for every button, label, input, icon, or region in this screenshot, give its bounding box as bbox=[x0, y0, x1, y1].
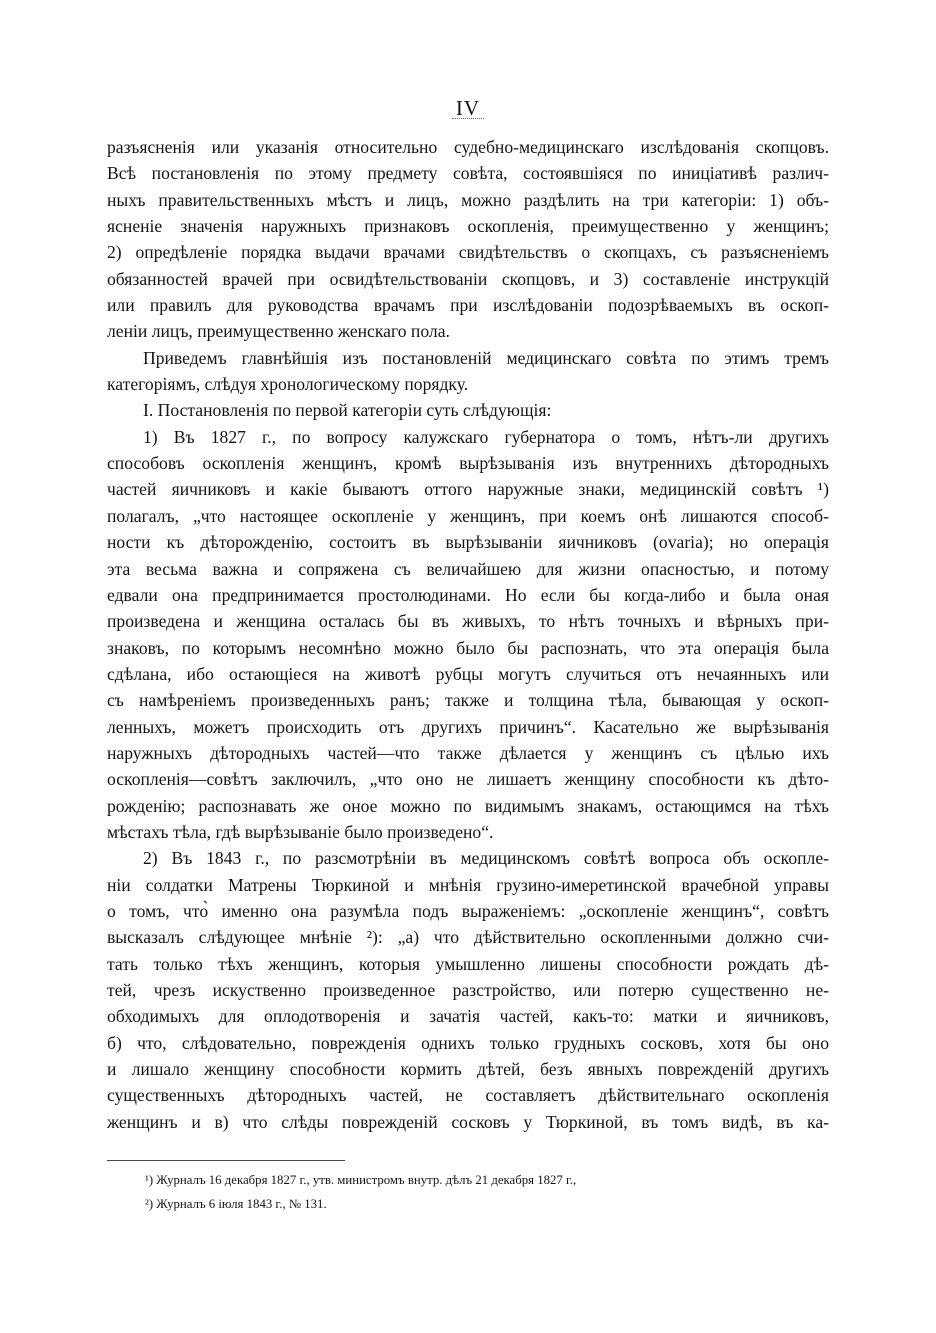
text-line: и лишало женщину способности кормить дѣтей, безъ явныхъ поврежденій другихъ bbox=[107, 1059, 829, 1080]
text-line: разъясненія или указанія относительно судебно-медицинскаго изслѣдованія скопцовъ. bbox=[107, 137, 829, 157]
page-number: IV bbox=[455, 96, 481, 120]
text-line: Всѣ постановленія по этому предмету совѣта, состоявшіяся по иниціативѣ различ- bbox=[107, 163, 829, 184]
text-line: или правилъ для руководства врачамъ при изслѣдованіи подозрѣваемыхъ въ оскоп- bbox=[107, 295, 829, 316]
text-line: наружныхъ дѣтородныхъ частей—что также дѣлается у женщинъ съ цѣлью ихъ bbox=[107, 742, 829, 763]
footnote-separator bbox=[107, 1160, 345, 1161]
text-line: Приведемъ главнѣйшія изъ постановленій медицинскаго совѣта по этимъ тремъ bbox=[143, 347, 829, 368]
text-line: полагалъ, „что настоящее оскопленіе у женщинъ, при коемъ онѣ лишаются способ- bbox=[107, 505, 829, 526]
text-line: сдѣлана, ибо остающіеся на животѣ рубцы могутъ случиться отъ нечаянныхъ или bbox=[107, 663, 829, 684]
footnote-2: ²) Журналъ 6 іюля 1843 г., № 131. bbox=[145, 1197, 327, 1211]
text-line: леніи лицъ, преимущественно женскаго пола. bbox=[107, 321, 450, 342]
text-line: рожденію; распознавать же оное можно по видимымъ знакамъ, остающимся на тѣхъ bbox=[107, 795, 829, 816]
text-line: едвали она предпринимается простолюдинами. Но если бы когда-либо и была оная bbox=[107, 584, 829, 605]
text-line: обходимыхъ для оплодотворенія и зачатія частей, какъ-то: матки и яичниковъ, bbox=[107, 1006, 829, 1027]
text-line: тать только тѣхъ женщинъ, которыя умышленно лишены способности рождать дѣ- bbox=[107, 953, 829, 974]
text-line: произведена и женщина осталась бы въ живыхъ, то нѣтъ точныхъ и вѣрныхъ при- bbox=[107, 611, 829, 632]
text-line: ности къ дѣторожденію, состоитъ въ вырѣзываніи яичниковъ (ovaria); но операція bbox=[107, 532, 829, 553]
text-line: частей яичниковъ и какіе бываютъ оттого наружные знаки, медицинскій совѣтъ ¹) bbox=[107, 479, 829, 500]
text-line: женщинъ и в) что слѣды поврежденій сосковъ у Тюркиной, въ томъ видѣ, въ ка- bbox=[107, 1111, 829, 1132]
text-line: мѣстахъ тѣла, гдѣ вырѣзываніе было произведено“. bbox=[107, 821, 494, 842]
text-line: тей, чрезъ искуственно произведенное разстройство, или потерю существенно не- bbox=[107, 980, 829, 1000]
footnotes bbox=[145, 1168, 845, 1216]
text-line: ясненіе значенія наружныхъ признаковъ оскопленія, преимущественно у женщинъ; bbox=[107, 216, 829, 237]
text-line: б) что, слѣдовательно, поврежденія однихъ только грудныхъ сосковъ, хотя бы оно bbox=[107, 1032, 829, 1053]
text-line: высказалъ слѣдующее мнѣніе ²): „а) что дѣйствительно оскопленными должно счи- bbox=[107, 927, 829, 948]
text-line: способовъ оскопленія женщинъ, кромѣ вырѣзыванія изъ внутреннихъ дѣтородныхъ bbox=[107, 453, 829, 474]
text-line: 2) опредѣленіе порядка выдачи врачами свидѣтельствъ о скопцахъ, съ разъясненіемъ bbox=[107, 242, 829, 263]
text-line: обязанностей врачей при освидѣтельствованіи скопцовъ, и 3) составленіе инструкцій bbox=[107, 268, 829, 289]
text-line: ныхъ правительственныхъ мѣстъ и лицъ, можно раздѣлить на три категоріи: 1) объ- bbox=[107, 189, 829, 210]
text-line: съ намѣреніемъ произведенныхъ ранъ; также и толщина тѣла, бывающая у оскоп- bbox=[107, 690, 829, 711]
text-line: о томъ, что̀ именно она разумѣла подъ выраженіемъ: „оскопленіе женщинъ“, совѣтъ bbox=[107, 900, 829, 921]
text-line: 2) Въ 1843 г., по разсмотрѣніи въ медицинскомъ совѣтѣ вопроса объ оскопле- bbox=[143, 848, 829, 869]
section-heading: I. Постановленія по первой категоріи суть слѣдующія: bbox=[143, 400, 552, 421]
page-number-underline bbox=[452, 118, 484, 119]
text-line: оскопленія—совѣтъ заключилъ, „что оно не лишаетъ женщину способности къ дѣто- bbox=[107, 769, 829, 790]
text-line: эта весьма важна и сопряжена съ величайшею для жизни опасностью, и потому bbox=[107, 558, 829, 579]
text-line: существенныхъ дѣтородныхъ частей, не составляетъ дѣйствительнаго оскопленія bbox=[107, 1085, 829, 1106]
text-line: ленныхъ, можетъ происходить отъ другихъ причинъ“. Касательно же вырѣзыванія bbox=[107, 716, 829, 737]
text-line: знаковъ, по которымъ несомнѣно можно было бы распознать, что эта операція была bbox=[107, 637, 829, 658]
footnote-1: ¹) Журналъ 16 декабря 1827 г., утв. министромъ внутр. дѣлъ 21 декабря 1827 г., bbox=[145, 1173, 577, 1187]
body-text bbox=[107, 134, 829, 1135]
text-line: категоріямъ, слѣдуя хронологическому порядку. bbox=[107, 374, 469, 395]
text-line: ніи солдатки Матрены Тюркиной и мнѣнія грузино-имеретинской врачебной управы bbox=[107, 874, 829, 895]
text-line: 1) Въ 1827 г., по вопросу калужскаго губернатора о томъ, нѣтъ-ли другихъ bbox=[143, 426, 829, 447]
